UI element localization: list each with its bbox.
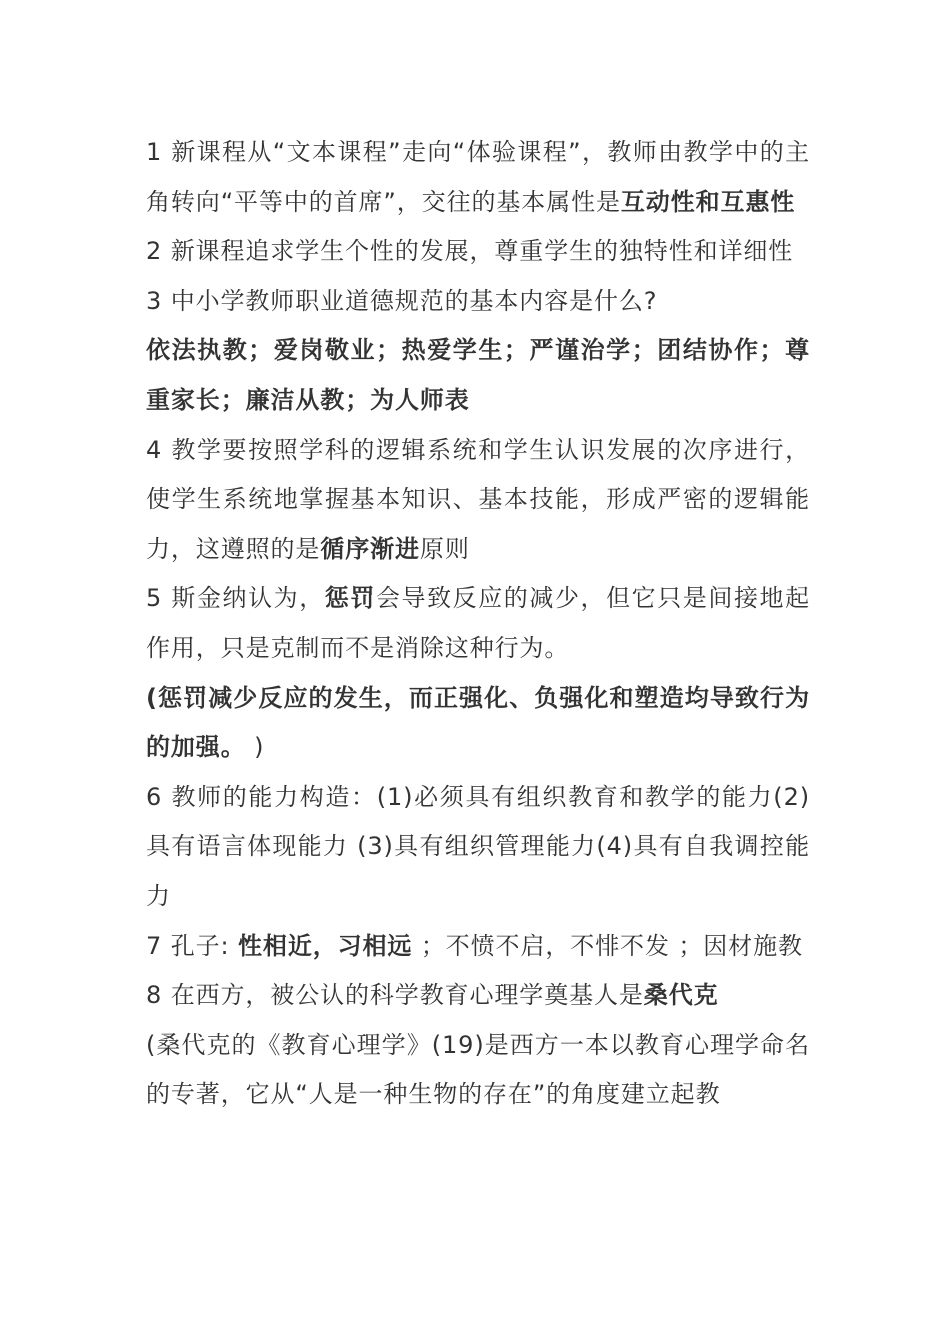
item-3-answer-text: 依法执教；爱岗敬业；热爱学生；严谨治学；团结协作；尊重家长；廉洁从教；为人师表	[146, 336, 810, 414]
item-4-answer: 循序渐进	[320, 534, 420, 563]
item-1	[146, 128, 810, 227]
item-8-note-text: (桑代克的《教育心理学》(19)是西方一本以教育心理学命名的专著，它从“人是一种生物的存在”的角度建立起教	[146, 1030, 810, 1109]
item-8-note	[146, 1021, 810, 1120]
document-body	[146, 128, 810, 1120]
item-5-note-text: 惩罚减少反应的发生，而正强化、负强化和塑造均导致行为的加强。	[146, 683, 810, 762]
item-2	[146, 227, 810, 277]
item-4	[146, 426, 810, 575]
item-5-answer: 惩罚	[324, 584, 376, 613]
item-5-prefix: 5 斯金纳认为，	[146, 584, 325, 613]
item-7-answer: 性相近，习相远	[238, 931, 413, 960]
item-2-text: 2 新课程追求学生个性的发展，尊重学生的独特性和详细性	[146, 237, 794, 266]
item-5-text: 会导致反应的减少，但它只是间接地起作用，只是克制而不是消除这种行为。	[146, 584, 810, 662]
item-5	[146, 574, 810, 673]
item-7-prefix: 7 孔子:	[146, 931, 239, 960]
item-5-note-open: (	[146, 683, 158, 712]
item-1-answer: 互动性和互惠性	[620, 187, 796, 216]
item-3-text: 3 中小学教师职业道德规范的基本内容是什么?	[146, 286, 658, 315]
item-6	[146, 773, 810, 922]
item-5-note	[146, 674, 810, 773]
item-8-answer: 桑代克	[643, 981, 719, 1010]
item-7-text: ；不愤不启，不悱不发 ；因材施教	[412, 931, 803, 960]
item-4-suffix: 原则	[419, 534, 470, 563]
item-7	[146, 922, 810, 972]
item-6-text: 6 教师的能力构造：(1)必须具有组织教育和教学的能力(2)具有语言体现能力 (3)具有组织管理能力(4)具有自我调控能力	[146, 782, 810, 910]
item-1-text: 1 新课程从“文本课程”走向“体验课程”，教师由教学中的主角转向“平等中的首席”，交往的基本属性是	[146, 138, 810, 216]
item-5-note-close: )	[245, 733, 265, 762]
item-3-answer	[146, 326, 810, 425]
item-8	[146, 971, 810, 1021]
item-4-text: 4 教学要按照学科的逻辑系统和学生认识发展的次序进行，使学生系统地掌握基本知识、基本技能，形成严密的逻辑能力，这遵照的是	[146, 435, 810, 563]
item-8-text: 8 在西方，被公认的科学教育心理学奠基人是	[146, 981, 644, 1010]
item-3-question	[146, 277, 810, 327]
